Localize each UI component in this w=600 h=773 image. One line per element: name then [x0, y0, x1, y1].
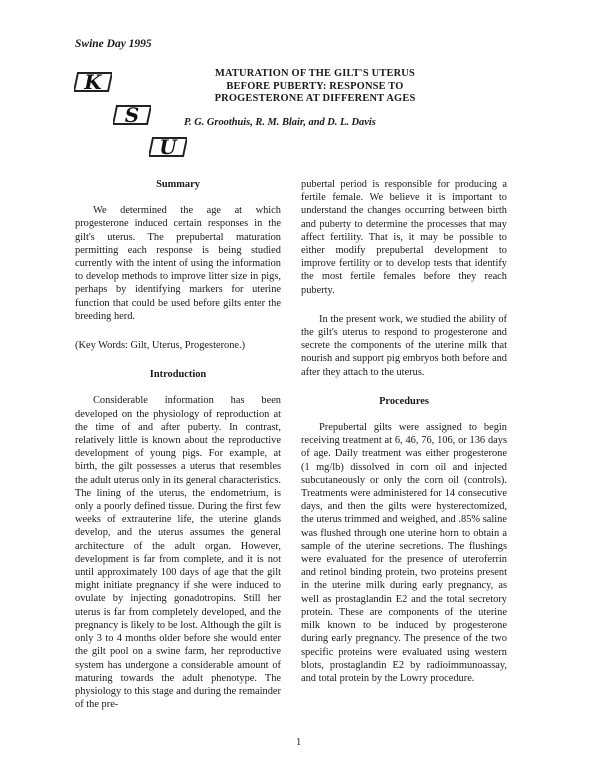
procedures-heading: Procedures — [379, 395, 429, 407]
page-number: 1 — [296, 737, 302, 748]
logo-s-icon — [113, 101, 151, 129]
running-header: Swine Day 1995 — [75, 38, 152, 50]
summary-heading: Summary — [156, 179, 200, 190]
ksu-logo-u — [149, 133, 187, 161]
summary-body: We determined the age at which progesterone induced certain responses in the gilt's uterus. The prepubertal maturation permitting each response is being studied currently with the intent of using the information to develop methods to improve litter size in pigs, perhaps by identifying markers for uterine function that could be used before gilts enter the breeding herd. — [75, 205, 281, 322]
procedures-body: Prepubertal gilts were assigned to begin receiving treatment at 6, 46, 76, 106, or 136 days of age. Daily treatment was either progesterone (1 mg/lb) dissolved in corn oil and injected subcutaneously or only the corn oil (controls). Treatments were administered for 14 consecutive days, and then the gilts were hysterectomized, the uterus trimmed and weighed, and .85% saline was flushed through one uterine horn to obtain a sample of the uterine secretions. The flushings were evaluated for the presence of uteroferrin and retinol binding protein, two proteins present in the uterine milk during early pregnancy, as well as prostaglandin E2 and the total secretory protein. These are components of the uterine milk known to be induced by progesterone during early pregnancy. The presence of the two specific proteins were evaluated using western blots, prostaglandin E2 by radioimmunoassay, and total protein by the Lowry procedure. — [301, 422, 507, 684]
paper-title — [170, 68, 460, 106]
introduction-heading: Introduction — [149, 369, 207, 381]
logo-u-letter: U — [159, 135, 177, 159]
logo-k-letter: K — [84, 70, 102, 94]
key-words: (Key Words: Gilt, Uterus, Progesterone.) — [75, 340, 246, 352]
authors: P. G. Groothuis, R. M. Blair, and D. L. Davis — [184, 117, 376, 128]
title-line: MATURATION OF THE GILT'S UTERUS — [214, 68, 415, 79]
left-column — [75, 178, 281, 711]
logo-s-letter: S — [124, 103, 140, 127]
ksu-logo-k — [74, 68, 112, 96]
right-column — [301, 178, 507, 685]
introduction-paragraph: Considerable information has been developed on the physiology of reproduction at the time of and after puberty. In contrast, relatively little is known about the reproductive development of young pigs. For example, at birth, the gilt possesses a uterus that resembles the adult uterus only in its general characteristics. The lining of the uterus, the endometrium, is only a poorly defined tissue. During the first few weeks of extrauterine life, the uterine glands develop, and the uterus assumes the general architecture of the adult organ. However, development is far from complete, and it is not until approximately 100 days of age that the gilt might initiate pregnancy if she were induced to ovulate by injecting gonadotropins. Still her uterus is far from completely developed, and the pregnancy is likely to be lost. Although the gilt is only 3 to 4 months older before she would enter the gilt pool on a swine farm, her reproductive system has undergone a considerable amount of maturing towards the adult phenotype. The physiology to this stage and during the remainder of the pre- — [75, 395, 282, 711]
title-line: BEFORE PUBERTY: RESPONSE TO — [226, 80, 404, 92]
ksu-logo-s — [113, 101, 151, 129]
introduction-paragraph-continued: pubertal period is responsible for producing a fertile female. We believe it is important to understand the changes occurring between birth and puberty to determine the processes that may affect fertility. That is, it may be possible to either modify prepubertal development to improve fertility or to develop tests that identify the most fertile females before they reach puberty. — [301, 179, 507, 296]
logo-u-icon — [149, 133, 187, 161]
logo-k-icon — [74, 68, 112, 96]
introduction-paragraph-2: In the present work, we studied the ability of the gilt's uterus to respond to progesterone and secrete the components of the uterine milk that nourish and support pig embryos both before and after they attach to the uterus. — [301, 313, 507, 378]
title-line: PROGESTERONE AT DIFFERENT AGES — [214, 93, 416, 104]
